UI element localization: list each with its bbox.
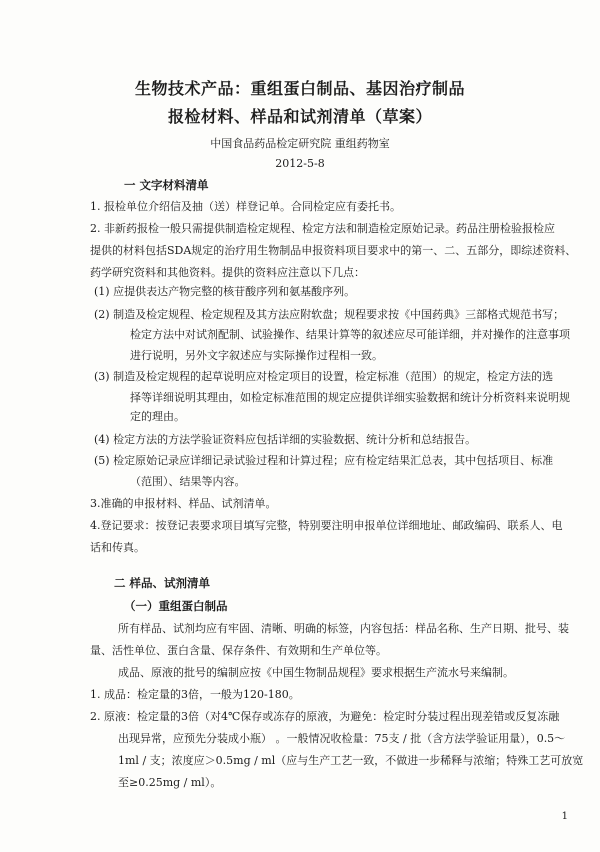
text-line: 1ml / 支；浓度应＞0.5mg / ml（应与生产工艺一致，不做进一步稀释与浓缩；特殊工艺可放宽	[118, 754, 584, 767]
document-title-line2: 报检材料、样品和试剂清单（草案）	[167, 107, 432, 126]
page-number: 1	[561, 811, 568, 822]
text-line: 择等详细说明其理由，如检定标准范围的规定应提供详细实验数据和统计分析资料来说明规	[130, 391, 570, 404]
text-line: (5) 检定原始记录应详细记录试验过程和计算过程；应有检定结果汇总表，其中包括项目、标准	[94, 454, 554, 467]
text-line: 检定方法中对试剂配制、试验操作、结果计算等的叙述应尽可能详细，并对操作的注意事项	[130, 328, 570, 341]
text-line: 2. 非新药报检一般只需提供制造检定规程、检定方法和制造检定原始记录。药品注册检验报检应	[90, 222, 555, 235]
subsection-heading: （一）重组蛋白制品	[124, 599, 228, 613]
document-date: 2012-5-8	[275, 157, 325, 170]
text-line: 量、活性单位、蛋白含量、保存条件、有效期和生产单位等。	[90, 644, 387, 657]
text-line: (1) 应提供表达产物完整的核苷酸序列和氨基酸序列。	[94, 285, 356, 298]
text-line: (2) 制造及检定规程、检定规程及其方法应附软盘；规程要求按《中国药典》三部格式规范书写；	[94, 308, 565, 321]
text-line: (4) 检定方法的方法学验证资料应包括详细的实验数据、统计分析和总结报告。	[94, 433, 477, 446]
document-title-line1: 生物技术产品：重组蛋白制品、基因治疗制品	[134, 79, 465, 98]
text-line: 2. 原液：检定量的3倍（对4℃保存或冻存的原液，为避免：检定时分装过程出现差错或反复冻融	[90, 710, 560, 723]
text-line: 成品、原液的批号的编制应按《中国生物制品规程》要求根据生产流水号来编制。	[118, 666, 514, 679]
section-heading-1: 一 文字材料清单	[124, 178, 209, 192]
text-line: 话和传真。	[90, 541, 145, 554]
text-line: 至≥0.25mg / ml）。	[118, 776, 222, 789]
text-line: （范围）、结果等内容。	[130, 475, 246, 488]
text-line: 1. 报检单位介绍信及抽（送）样登记单。合同检定应有委托书。	[90, 200, 401, 213]
text-line: 进行说明，另外文字叙述应与实际操作过程相一致。	[130, 349, 383, 362]
text-line: 定的理由。	[130, 410, 185, 423]
organization-name: 中国食品药品检定研究院 重组药物室	[210, 137, 390, 150]
text-line: 药学研究资料和其他资料。提供的资料应注意以下几点：	[90, 266, 365, 279]
text-line: 提供的材料包括SDA规定的治疗用生物制品申报资料项目要求中的第一、二、五部分，即综述资料、	[90, 244, 577, 257]
text-line: 3.准确的申报材料、样品、试剂清单。	[90, 497, 277, 510]
text-line: 4.登记要求：按登记表要求项目填写完整，特别要注明申报单位详细地址、邮政编码、联系人、电	[90, 519, 563, 532]
text-line: 所有样品、试剂均应有牢固、清晰、明确的标签，内容包括：样品名称、生产日期、批号、装	[118, 622, 569, 635]
text-line: 出现异常，应预先分装成小瓶） 。一般情况收检量：75支 / 批（含方法学验证用量），0.5～	[118, 732, 566, 745]
text-line: (3) 制造及检定规程的起草说明应对检定项目的设置，检定标准（范围）的规定，检定方法的选	[94, 370, 554, 383]
text-line: 1. 成品：检定量的3倍，一般为120-180。	[90, 688, 300, 701]
section-heading-2: 二 样品、试剂清单	[114, 576, 211, 590]
